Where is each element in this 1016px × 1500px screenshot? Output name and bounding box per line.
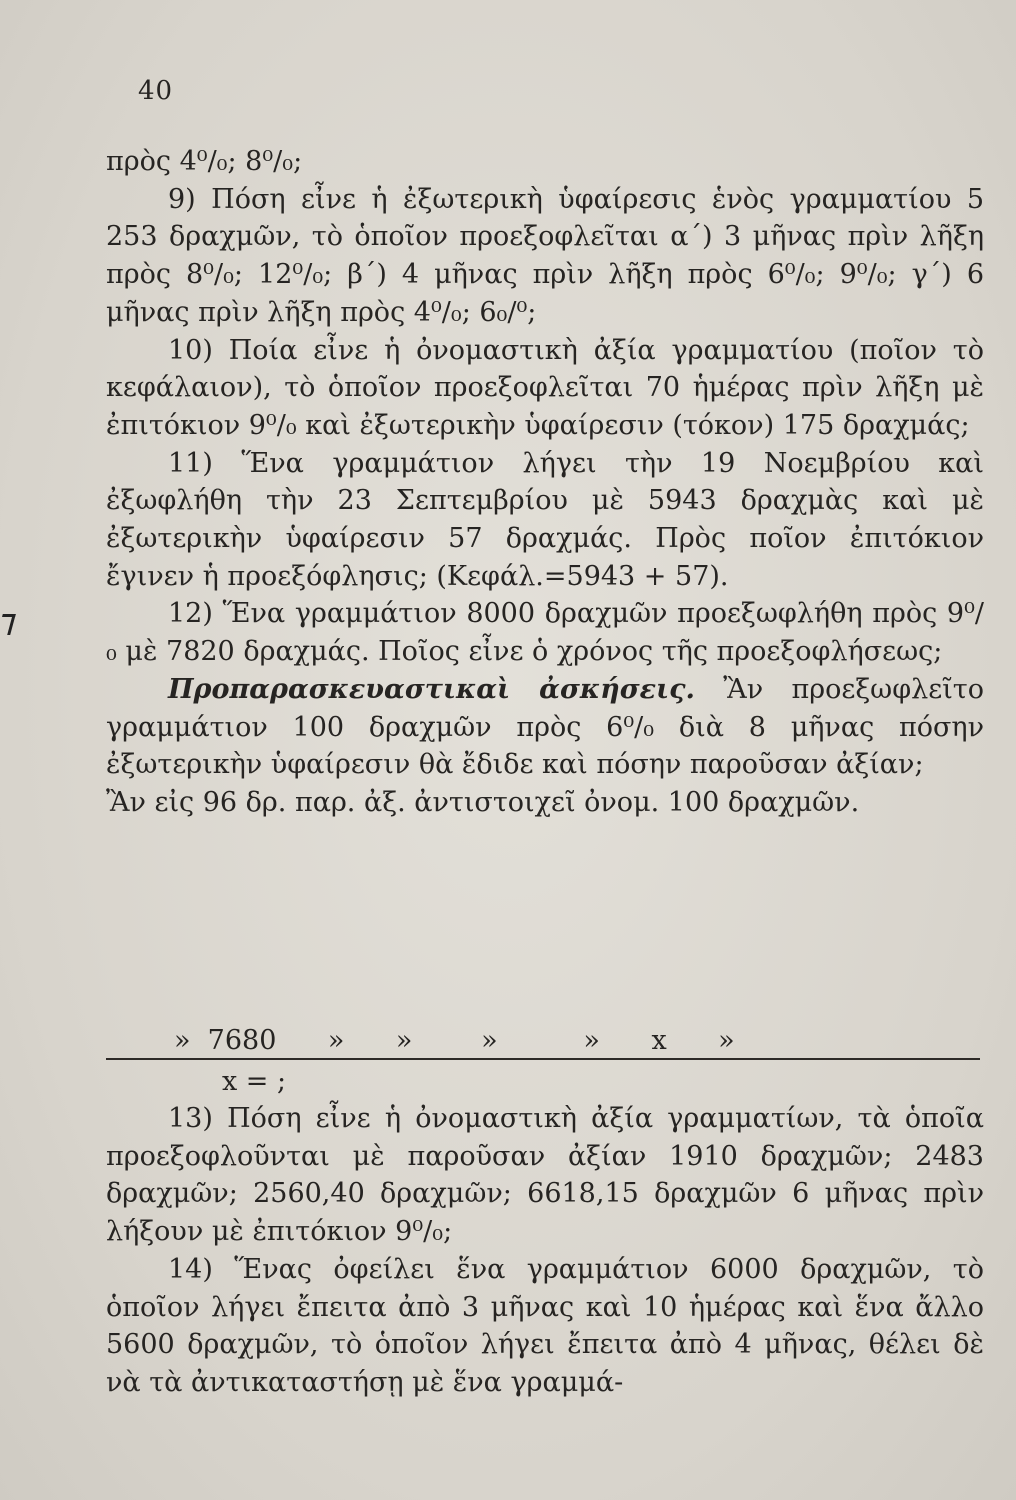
exercise-9: 9) Πόση εἶνε ἡ ἐξωτερικὴ ὑφαίρεσις ἑνὸς γραμματίου 5 253 δραχμῶν, τὸ ὁποῖον προεξοφλεῖται α΄) 3 μῆνας πρὶν λῆξη πρὸς 8⁰/₀; 12⁰/₀; β΄) 4 μῆνας πρὶν λῆξη πρὸς 6⁰/₀; 9⁰/₀; γ΄) 6 μῆνας πρὶν λῆξη πρὸς 4⁰/₀; 6₀/⁰;	[106, 183, 984, 328]
exercise-13: 13) Πόση εἶνε ἡ ὀνομαστικὴ ἀξία γραμματίων, τὰ ὁποῖα προεξοφλοῦνται μὲ παροῦσαν ἀξίαν 1910 δραχμῶν; 2483 δραχμῶν; 2560,40 δραχμῶν; 6618,15 δραχμῶν 6 μῆνας πρὶν λήξουν μὲ ἐπιτόκιον 9⁰/₀;	[106, 1103, 984, 1248]
exercises-block-1	[106, 143, 984, 822]
continuation-line: πρὸς 4⁰/₀; 8⁰/₀;	[106, 146, 303, 177]
exercises-block-2	[106, 1100, 984, 1402]
exercise-12: 12) Ἕνα γραμμάτιον 8000 δραχμῶν προεξωφλήθη πρὸς 9⁰/₀ μὲ 7820 δραχμάς. Ποῖος εἶνε ὁ χρόνος τῆς προεξοφλήσεως;	[106, 598, 984, 668]
exercise-11: 11) Ἕνα γραμμάτιον λήγει τὴν 19 Νοεμβρίου καὶ ἐξωφλήθη τὴν 23 Σεπτεμβρίου μὲ 5943 δραχμὰς καὶ μὲ ἐξωτερικὴν ὑφαίρεσιν 57 δραχμάς. Πρὸς ποῖον ἐπιτόκιον ἔγινεν ἡ προεξόφλησις; (Κεφάλ.=5943 + 57).	[106, 447, 984, 592]
preparatory-heading: Προπαρασκευαστικαὶ ἀσκήσεις.	[168, 673, 695, 705]
proportion-line-1: Ἂν εἰς 96 δρ. παρ. ἀξ. ἀντιστοιχεῖ ὀνομ. 100 δραχμῶν.	[106, 786, 860, 818]
margin-mark	[0, 614, 16, 635]
page-number: 40	[138, 76, 174, 106]
x-equals: x = ;	[222, 1066, 287, 1097]
preparatory-text: Ἂν προεξωφλεῖτο γραμμάτιον 100 δραχμῶν πρὸς 6⁰/₀ διὰ 8 μῆνας πόσην ἐξωτερικὴν ὑφαίρεσιν θὰ ἔδιδε καὶ πόσην παροῦσαν ἀξίαν;	[106, 673, 984, 781]
proportion-line-2: » 7680 » » » » x »	[174, 1025, 735, 1056]
exercise-10: 10) Ποία εἶνε ἡ ὀνομαστικὴ ἀξία γραμματίου (ποῖον τὸ κεφάλαιον), τὸ ὁποῖον προεξοφλεῖται 70 ἡμέρας πρὶν λῆξη μὲ ἐπιτόκιον 9⁰/₀ καὶ ἐξωτερικὴν ὑφαίρεσιν (τόκον) 175 δραχμάς;	[106, 334, 984, 441]
proportion-rule	[106, 1058, 980, 1060]
preparatory-exercises	[106, 671, 984, 784]
exercise-14: 14) Ἕνας ὀφείλει ἕνα γραμμάτιον 6000 δραχμῶν, τὸ ὁποῖον λήγει ἔπειτα ἀπὸ 3 μῆνας καὶ 10 ἡμέρας καὶ ἕνα ἄλλο 5600 δραχμῶν, τὸ ὁποῖον λήγει ἔπειτα ἀπὸ 4 μῆνας, θέλει δὲ νὰ τὰ ἀντικαταστήσῃ μὲ ἕνα γραμμά-	[106, 1253, 984, 1398]
